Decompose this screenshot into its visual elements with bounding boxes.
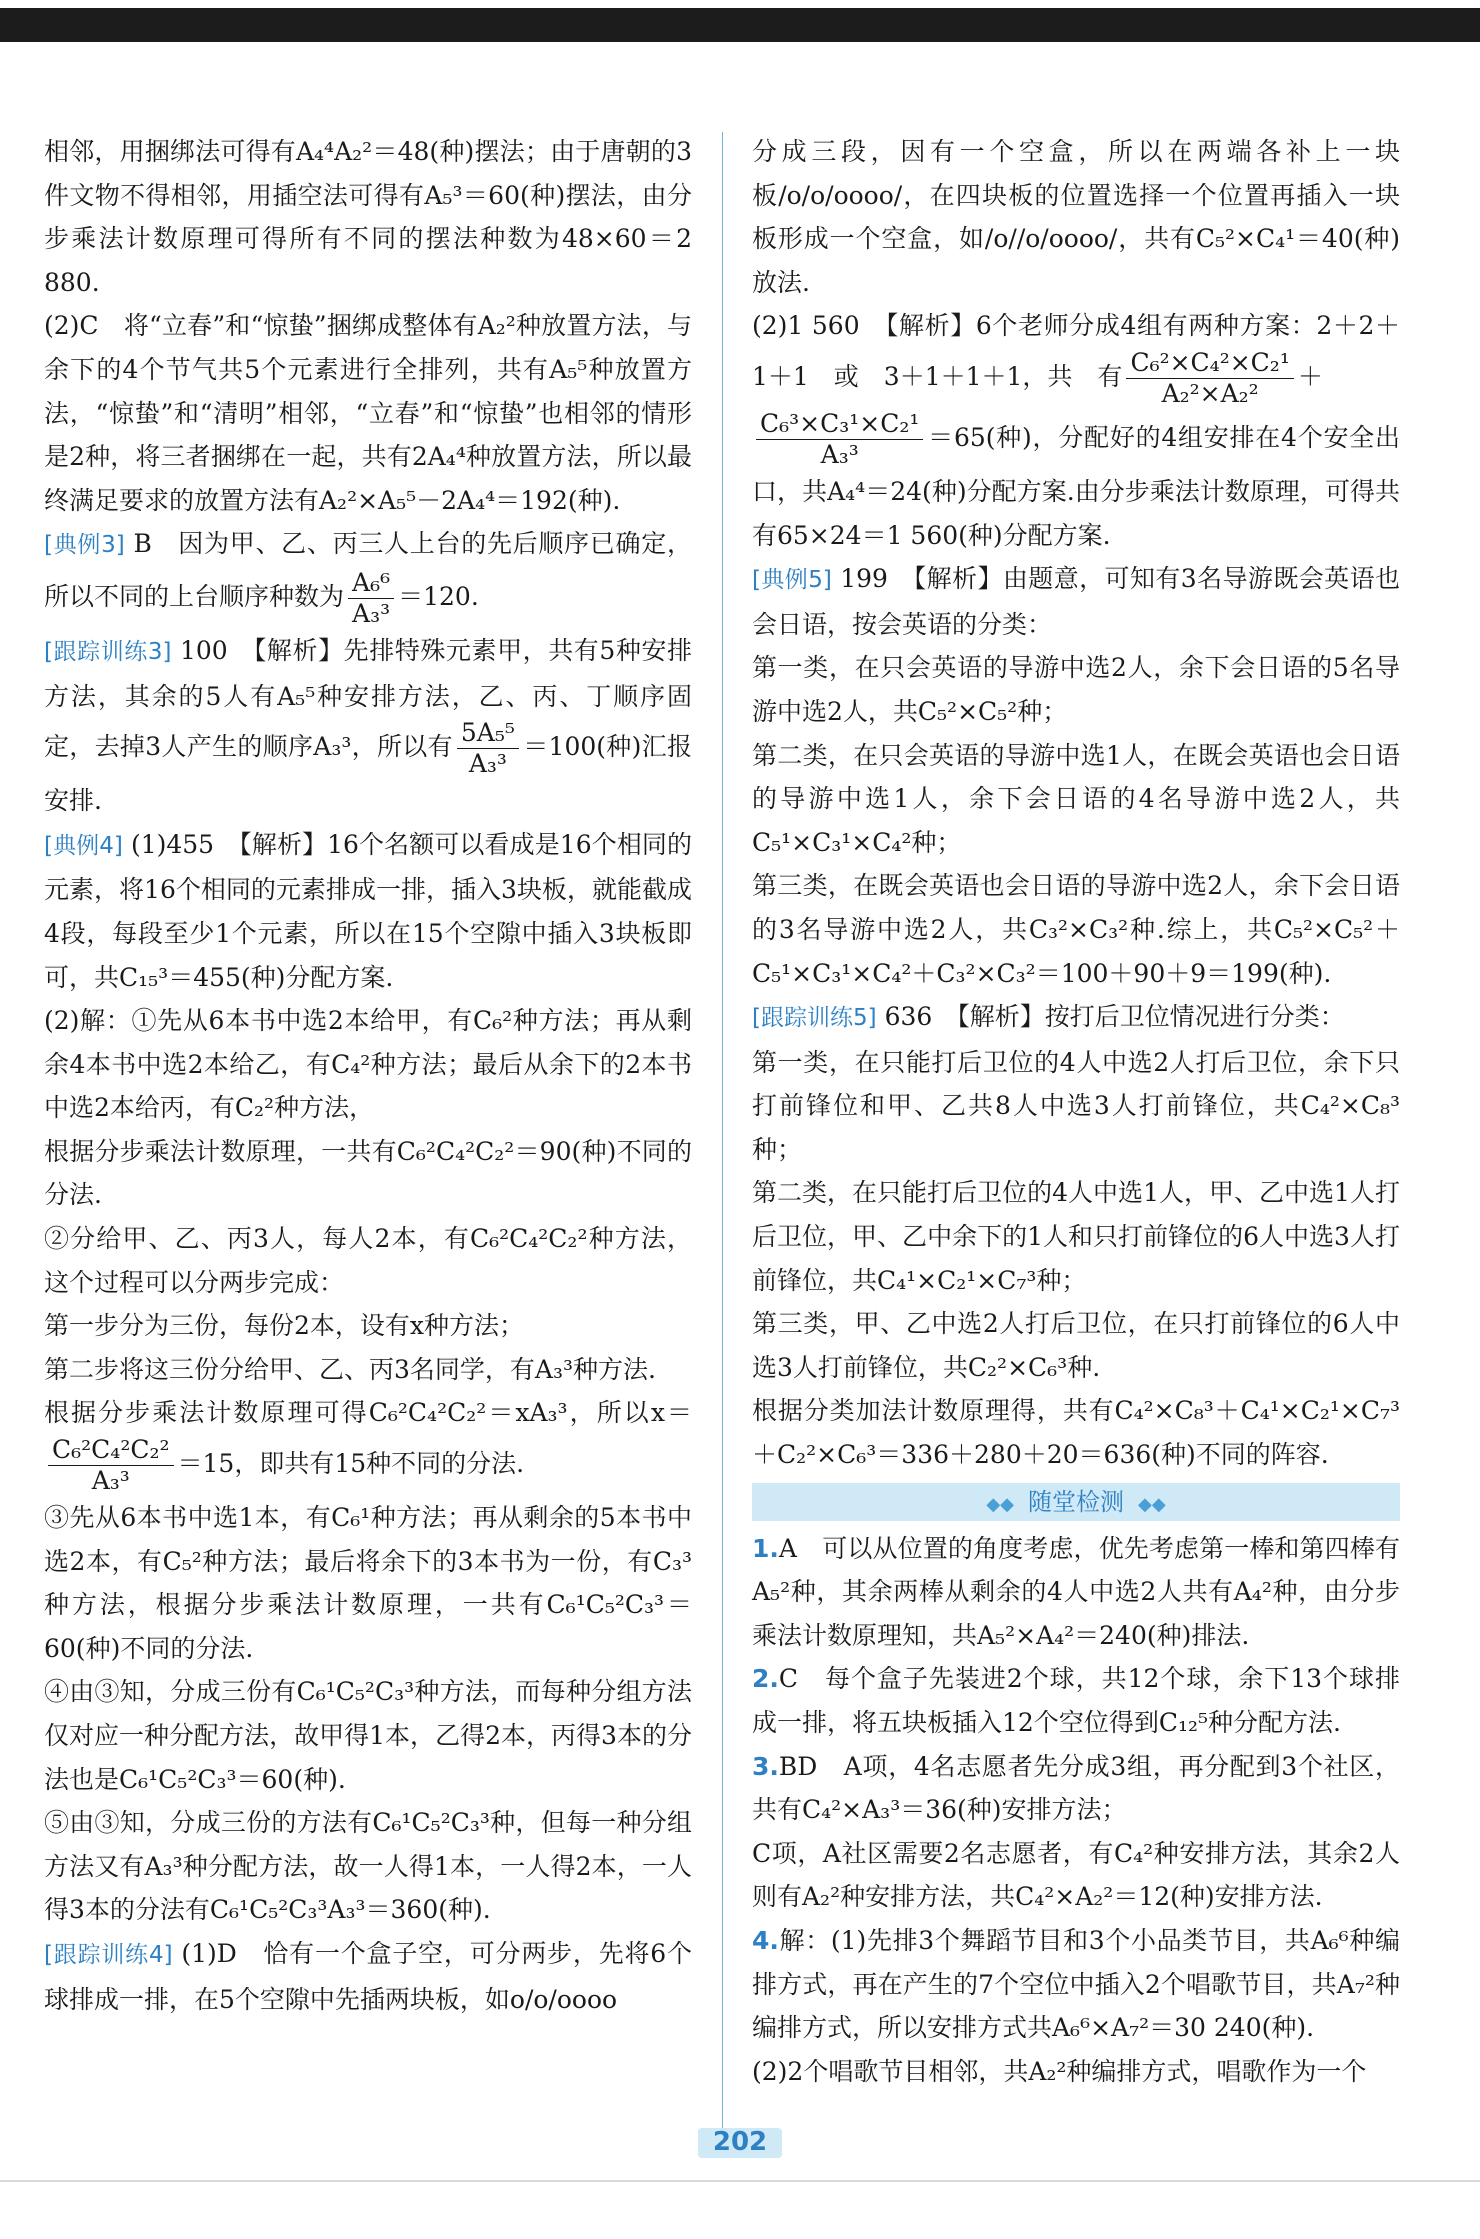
paragraph-text: (2)2个唱歌节目相邻，共A₂²种编排方式，唱歌作为一个 xyxy=(752,2056,1367,2086)
paragraph-text: ④由③知，分成三份有C₆¹C₅²C₃³种方法，而每种分组方法仅对应一种分配方法，故甲得1本，乙得2本，丙得3本的分法也是C₆¹C₅²C₃³＝60(种). xyxy=(44,1677,692,1794)
paragraph-text: ②分给甲、乙、丙3人，每人2本，有C₆²C₄²C₂²种方法，这个过程可以分两步完成： xyxy=(44,1224,692,1297)
paragraph-text: 第一类，在只会英语的导游中选2人，余下会日语的5名导游中选2人，共C₅²×C₅²种； xyxy=(752,653,1400,726)
column-divider xyxy=(722,132,723,2152)
solution-paragraph xyxy=(44,522,692,629)
fraction-denominator: A₃³ xyxy=(468,749,507,779)
paragraph-text-after: ＝100(种)汇报安排. xyxy=(44,732,692,816)
solution-paragraph xyxy=(752,1527,1400,1658)
paragraph-text-after: ＋ xyxy=(1297,361,1323,391)
solution-paragraph xyxy=(44,629,692,823)
solution-paragraph xyxy=(752,304,1400,409)
example-tag xyxy=(44,1942,173,1968)
solution-paragraph xyxy=(752,557,1400,646)
tag-bracket-right: ] xyxy=(162,638,172,665)
solution-paragraph xyxy=(44,1670,692,1801)
solution-paragraph xyxy=(752,1389,1400,1476)
banner-left-deco-icon: ◆◆ xyxy=(986,1493,1014,1515)
example-tag xyxy=(44,639,171,665)
fraction-denominator: A₃³ xyxy=(91,1466,130,1496)
example-tag xyxy=(752,567,832,593)
paragraph-text: (2)解：①先从6本书中选2本给甲，有C₆²种方法；再从剩余4本书中选2本给乙，有C₄²种方法；最后从余下的2本书中选2本给丙，有C₂²种方法， xyxy=(44,1006,692,1123)
paragraph-text: (2)1 560 【解析】6个老师分成4组有两种方案：2＋2＋1＋1 或 3＋1＋1＋1，共 有 xyxy=(752,311,1400,391)
paragraph-text-after: ＝15，即共有15种不同的分法. xyxy=(177,1449,525,1479)
paragraph-text: 199 【解析】由题意，可知有3名导游既会英语也会日语，按会英语的分类： xyxy=(752,564,1400,639)
solution-paragraph xyxy=(44,1932,692,2021)
paragraph-text: 第二类，在只会英语的导游中选1人，在既会英语也会日语的导游中选1人，余下会日语的4名导游中选2人，共C₅¹×C₃¹×C₄²种； xyxy=(752,740,1400,857)
example-tag xyxy=(752,1005,877,1031)
paragraph-text-after: ＝120. xyxy=(398,581,479,611)
tag-label: 跟踪训练4 xyxy=(52,1941,164,1968)
solution-paragraph xyxy=(752,409,1400,557)
paragraph-text: 相邻，用捆绑法可得有A₄⁴A₂²＝48(种)摆法；由于唐朝的3件文物不得相邻，用插空法可得有A₅³＝60(种)摆法，由分步乘法计数原理可得所有不同的摆法种数为48×60＝2 880. xyxy=(44,137,692,297)
paragraph-text: (2)C 将“立春”和“惊蛰”捆绑成整体有A₂²种放置方法，与余下的4个节气共5个元素进行全排列，共有A₅⁵种放置方法，“惊蛰”和“清明”相邻，“立春”和“惊蛰”也相邻的情形是2种，将三者捆绑在一起，共有2A₄⁴种放置方法，所以最终满足要求的放置方法有A₂²×A₅⁵－2A₄⁴＝192(种). xyxy=(44,311,692,515)
fraction xyxy=(48,1435,174,1496)
fraction-numerator: C₆²C₄²C₂² xyxy=(48,1435,174,1466)
paragraph-text: 分成三段，因有一个空盒，所以在两端各补上一块板/o/o/oooo/，在四块板的位置选择一个位置再插入一块板形成一个空盒，如/o//o/oooo/，共有C₅²×C₄¹＝40(种)放法. xyxy=(752,137,1400,297)
fraction-numerator: A₆⁶ xyxy=(348,568,394,599)
solution-paragraph xyxy=(752,1832,1400,1919)
solution-paragraph xyxy=(752,734,1400,865)
section-banner-title: 随堂检测 xyxy=(1028,1487,1124,1516)
question-number: 3. xyxy=(752,1751,779,1781)
bottom-rule xyxy=(0,2180,1480,2182)
paragraph-text-after: ＝65(种)，分配好的4组安排在4个安全出口，共A₄⁴＝24(种)分配方案.由分步乘法计数原理，可得共有65×24＝1 560(种)分配方案. xyxy=(752,422,1400,550)
tag-bracket-right: ] xyxy=(822,567,832,594)
tag-label: 典例5 xyxy=(760,567,823,594)
paragraph-text: 根据分步乘法计数原理，一共有C₆²C₄²C₂²＝90(种)不同的分法. xyxy=(44,1136,692,1210)
fraction-denominator: A₃³ xyxy=(820,439,859,469)
solution-paragraph xyxy=(752,1171,1400,1302)
question-number: 1. xyxy=(752,1533,779,1563)
solution-paragraph xyxy=(752,995,1400,1041)
solution-paragraph xyxy=(752,2050,1400,2094)
solution-paragraph xyxy=(44,304,692,522)
paragraph-text: 根据分步乘法计数原理可得C₆²C₄²C₂²＝xA₃³，所以x＝ xyxy=(44,1398,692,1428)
tag-label: 跟踪训练5 xyxy=(760,1005,868,1032)
fraction xyxy=(457,718,519,779)
solution-paragraph xyxy=(44,1348,692,1392)
banner-right-deco-icon: ◆◆ xyxy=(1138,1493,1166,1515)
paragraph-text: 第一类，在只能打后卫位的4人中选2人打后卫位，余下只打前锋位和甲、乙共8人中选3人打前锋位，共C₄²×C₈³种； xyxy=(752,1047,1400,1164)
paragraph-text: B 因为甲、乙、丙三人上台的先后顺序已确定，所以不同的上台顺序种数为 xyxy=(44,529,692,611)
paragraph-text: 第二步将这三份分给甲、乙、丙3名同学，有A₃³种方法. xyxy=(44,1354,656,1384)
fraction-denominator: A₂²×A₂² xyxy=(1161,378,1259,408)
tag-bracket-left: [ xyxy=(44,638,53,665)
tag-label: 典例4 xyxy=(52,832,114,859)
solution-paragraph xyxy=(44,130,692,304)
paragraph-text: BD A项，4名志愿者先分成3组，再分配到3个社区，共有C₄²×A₃³＝36(种)安排方法； xyxy=(752,1751,1400,1825)
paragraph-text: 第二类，在只能打后卫位的4人中选1人，甲、乙中选1人打后卫位，甲、乙中余下的1人和只打前锋位的6人中选3人打前锋位，共C₄¹×C₂¹×C₇³种； xyxy=(752,1178,1400,1295)
tag-bracket-left: [ xyxy=(44,1941,53,1968)
paragraph-text: 636 【解析】按打后卫位情况进行分类： xyxy=(884,1002,1345,1032)
question-number: 4. xyxy=(752,1925,779,1955)
solution-paragraph xyxy=(44,1304,692,1348)
paragraph-text: A 可以从位置的角度考虑，优先考虑第一棒和第四棒有A₅²种，其余两棒从剩余的4人中选2人共有A₄²种，由分步乘法计数原理知，共A₅²×A₄²＝240(种)排法. xyxy=(752,1533,1400,1650)
solution-paragraph xyxy=(752,864,1400,995)
fraction-numerator: C₆³×C₃¹×C₂¹ xyxy=(756,409,923,440)
solution-paragraph xyxy=(752,1041,1400,1172)
fraction-denominator: A₃³ xyxy=(352,598,391,628)
paragraph-text: 第三类，在既会英语也会日语的导游中选2人，余下会日语的3名导游中选2人，共C₃²×C₃²种.综上，共C₅²×C₅²＋C₅¹×C₃¹×C₄²＋C₃²×C₃²＝100＋90＋9＝199(种). xyxy=(752,871,1400,988)
solution-paragraph xyxy=(752,1302,1400,1389)
example-tag xyxy=(44,532,125,558)
solution-paragraph xyxy=(752,130,1400,304)
tag-bracket-left: [ xyxy=(44,832,53,859)
tag-bracket-right: ] xyxy=(163,1941,173,1968)
paragraph-text: 第一步分为三份，每份2本，设有x种方法； xyxy=(44,1311,525,1341)
right-column xyxy=(752,130,1400,2093)
tag-bracket-right: ] xyxy=(115,532,125,559)
solution-paragraph xyxy=(752,646,1400,733)
page-number xyxy=(690,2122,790,2162)
tag-bracket-left: [ xyxy=(752,567,761,594)
paragraph-text: 第三类，甲、乙中选2人打后卫位，在只打前锋位的6人中选3人打前锋位，共C₂²×C₆³种. xyxy=(752,1309,1400,1382)
paragraph-text: ③先从6本书中选1本，有C₆¹种方法；再从剩余的5本书中选2本，有C₅²种方法；最后将余下的3本书为一份，有C₃³种方法，根据分步乘法计数原理，一共有C₆¹C₅²C₃³＝60(种)不同的分法. xyxy=(44,1503,692,1663)
solution-paragraph xyxy=(44,1130,692,1217)
page-body xyxy=(0,42,1480,2239)
fraction xyxy=(348,568,394,629)
solution-paragraph xyxy=(44,1801,692,1932)
page-header-bar xyxy=(0,8,1480,42)
solution-paragraph xyxy=(44,1391,692,1496)
paragraph-text: 根据分类加法计数原理得，共有C₄²×C₈³＋C₄¹×C₂¹×C₇³＋C₂²×C₆³＝336＋280＋20＝636(种)不同的阵容. xyxy=(752,1396,1400,1470)
section-banner xyxy=(752,1483,1400,1521)
question-number: 2. xyxy=(752,1664,779,1694)
example-tag xyxy=(44,833,123,859)
paragraph-text: (1)D 恰有一个盒子空，可分两步，先将6个球排成一排，在5个空隙中先插两块板，如o/o/oooo xyxy=(44,1938,692,2014)
solution-paragraph xyxy=(752,1657,1400,1744)
paragraph-text: C 每个盒子先装进2个球，共12个球，余下13个球排成一排，将五块板插入12个空位得到C₁₂⁵种分配方法. xyxy=(752,1664,1400,1737)
paragraph-text: C项，A社区需要2名志愿者，有C₄²种安排方法，其余2人则有A₂²种安排方法，共C₄²×A₂²＝12(种)安排方法. xyxy=(752,1838,1400,1912)
solution-paragraph xyxy=(44,823,692,999)
tag-bracket-left: [ xyxy=(44,532,53,559)
paragraph-text: 解：(1)先排3个舞蹈节目和3个小品类节目，共A₆⁶种编排方式，再在产生的7个空位中插入2个唱歌节目，共A₇²种编排方式，所以安排方式共A₆⁶×A₇²＝30 240(种). xyxy=(752,1925,1400,2043)
tag-bracket-right: ] xyxy=(867,1005,877,1032)
tag-bracket-right: ] xyxy=(113,832,123,859)
fraction-numerator: C₆²×C₄²×C₂¹ xyxy=(1126,348,1293,379)
fraction-numerator: 5A₅⁵ xyxy=(457,718,519,749)
left-column xyxy=(44,130,692,2021)
paragraph-text: (1)455 【解析】16个名额可以看成是16个相同的元素，将16个相同的元素排成一排，插入3块板，就能截成4段，每段至少1个元素，所以在15个空隙中插入3块板即可，共C₁₅³＝455(种)分配方案. xyxy=(44,829,692,992)
paragraph-text: ⑤由③知，分成三份的方法有C₆¹C₅²C₃³种，但每一种分组方法又有A₃³种分配方法，故一人得1本，一人得2本，一人得3本的分法有C₆¹C₅²C₃³A₃³＝360(种). xyxy=(44,1808,692,1925)
tag-label: 典例3 xyxy=(52,532,116,559)
solution-paragraph xyxy=(44,999,692,1130)
solution-paragraph xyxy=(44,1496,692,1670)
solution-paragraph xyxy=(752,1919,1400,2050)
page-number-text: 202 xyxy=(712,2127,768,2157)
paragraph-text: 100 【解析】先排特殊元素甲，共有5种安排方法，其余的5人有A₅⁵种安排方法，乙、丙、丁顺序固定，去掉3人产生的顺序A₃³，所以有 xyxy=(44,635,693,762)
tag-bracket-left: [ xyxy=(752,1005,761,1032)
tag-label: 跟踪训练3 xyxy=(52,638,163,665)
solution-paragraph xyxy=(44,1217,692,1304)
solution-paragraph xyxy=(752,1745,1400,1832)
fraction xyxy=(756,409,923,470)
fraction xyxy=(1126,348,1293,409)
